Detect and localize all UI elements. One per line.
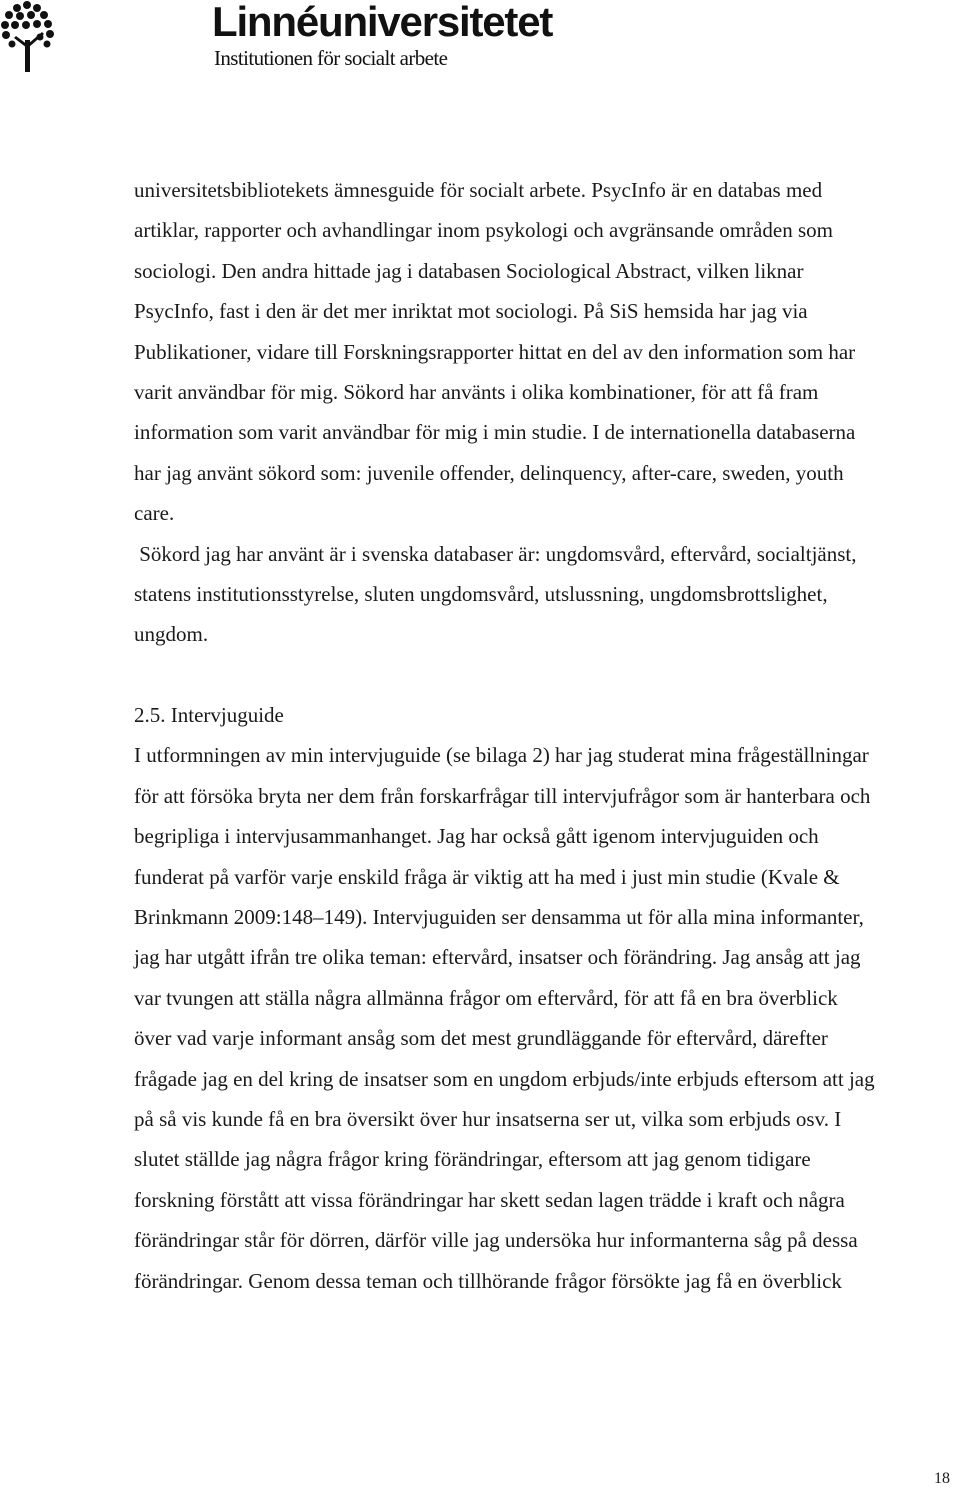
text-line: PsycInfo, fast i den är det mer inriktat mot sociologi. På SiS hemsida har jag via xyxy=(134,299,808,324)
text-line: universitetsbibliotekets ämnesguide för socialt arbete. PsycInfo är en databas med xyxy=(134,178,823,202)
text-line: varit användbar för mig. Sökord har använts i olika kombinationer, för att få fram xyxy=(134,380,819,405)
text-line: var tvungen att ställa några allmänna frågor om eftervård, för att få en bra överblick xyxy=(134,985,838,1010)
paragraph-gap xyxy=(134,655,960,695)
text-line: slutet ställde jag några frågor kring förändringar, eftersom att jag genom tidigare xyxy=(134,1147,811,1172)
text-line: förändringar. Genom dessa teman och tillhörande frågor försökte jag få en överblick xyxy=(134,1268,842,1293)
text-line: care. xyxy=(134,501,175,526)
text-line: Sökord jag har använt är i svenska databaser är: ungdomsvård, eftervård, socialtjänst, xyxy=(134,541,857,566)
page-number: 18 xyxy=(934,1470,950,1487)
text-line: förändringar står för dörren, därför ville jag undersöka hur informanterna såg på dessa xyxy=(134,1228,858,1253)
section-heading: 2.5. Intervjuguide xyxy=(134,702,284,727)
text-line: har jag använt sökord som: juvenile offender, delinquency, after-care, sweden, youth xyxy=(134,460,844,485)
paragraph-databases xyxy=(134,170,960,534)
department-name: Institutionen för socialt arbete xyxy=(214,46,448,70)
text-line: för att försöka bryta ner dem från forskarfrågar till intervjufrågor som är hanterbara och xyxy=(134,783,871,808)
text-line: begripliga i intervjusammanhanget. Jag har också gått igenom intervjuguiden och xyxy=(134,824,819,849)
text-line: på så vis kunde få en bra översikt över hur insatserna ser ut, vilka som erbjuds osv. I xyxy=(134,1106,842,1131)
body-text xyxy=(134,170,960,1301)
text-line: över vad varje informant ansåg som det mest grundläggande för eftervård, därefter xyxy=(134,1026,828,1051)
text-line: funderat på varför varje enskild fråga är viktig att ha med i just min studie (Kvale & xyxy=(134,864,840,889)
university-name: Linnéuniversitetet xyxy=(212,0,553,45)
text-line: Brinkmann 2009:148–149). Intervjuguiden ser densamma ut för alla mina informanter, xyxy=(134,904,864,929)
text-line: jag har utgått ifrån tre olika teman: eftervård, insatser och förändring. Jag ansåg att jag xyxy=(134,945,861,970)
text-line: information som varit användbar för mig i min studie. I de internationella databaserna xyxy=(134,420,856,445)
text-line: sociologi. Den andra hittade jag i databasen Sociological Abstract, vilken liknar xyxy=(134,258,804,283)
text-line: Publikationer, vidare till Forskningsrapporter hittat en del av den information som har xyxy=(134,339,856,364)
text-line: I utformningen av min intervjuguide (se bilaga 2) har jag studerat mina frågeställningar xyxy=(134,743,869,768)
text-line: artiklar, rapporter och avhandlingar inom psykologi och avgränsande områden som xyxy=(134,218,833,243)
text-line: statens institutionsstyrelse, sluten ungdomsvård, utslussning, ungdomsbrottslighet, xyxy=(134,582,828,607)
text-line: forskning förstått att vissa förändringar har skett sedan lagen trädde i kraft och några xyxy=(134,1187,845,1212)
paragraph-interview-guide xyxy=(134,735,960,1301)
text-line: ungdom. xyxy=(134,622,209,647)
paragraph-swedish-keywords xyxy=(134,534,960,655)
document-header xyxy=(0,0,620,80)
tree-logo-icon xyxy=(0,0,56,72)
text-line: frågade jag en del kring de insatser som en ungdom erbjuds/inte erbjuds eftersom att jag xyxy=(134,1066,875,1091)
